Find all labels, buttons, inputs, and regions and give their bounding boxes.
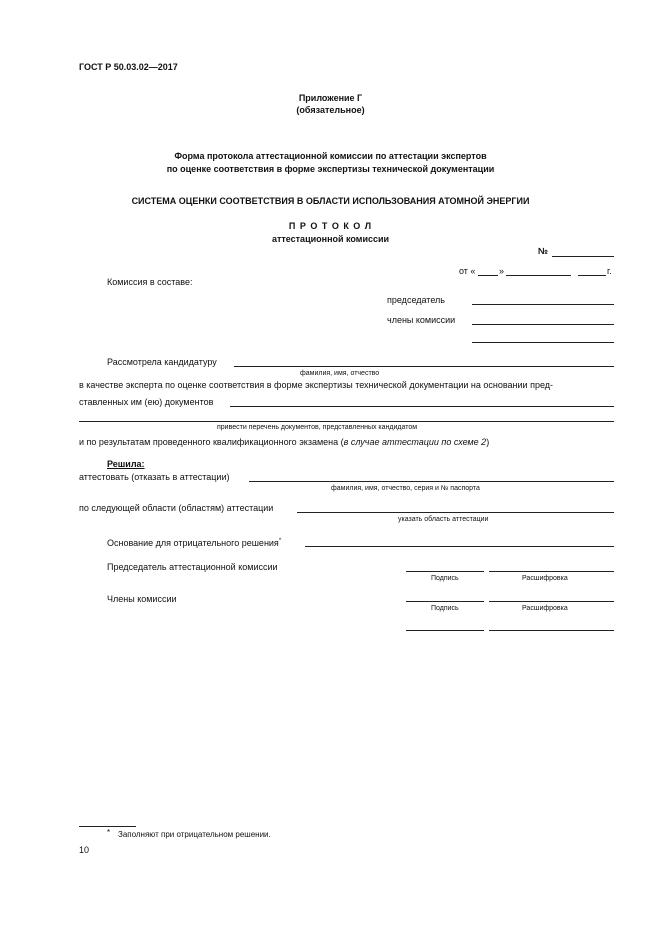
form-title-line1: Форма протокола аттестационной комиссии по аттестации экспертов xyxy=(174,151,487,161)
negative-mark: * xyxy=(278,538,282,544)
sign-members-sign-hint: Подпись xyxy=(431,605,459,612)
commission-chairman-line[interactable] xyxy=(472,304,614,305)
protocol-subtitle: аттестационной комиссии xyxy=(271,234,390,244)
candidate-docs-line-2[interactable] xyxy=(79,421,614,422)
candidate-name-hint: фамилия, имя, отчество xyxy=(300,370,380,377)
protocol-number-line[interactable] xyxy=(552,256,614,257)
footnote-text: Заполняют при отрицательном решении. xyxy=(118,830,271,839)
exam-prefix: и по результатам проведенного квалификационного экзамена ( xyxy=(79,437,344,447)
date-day-line[interactable] xyxy=(478,275,498,276)
sign-chairman-decode-hint: Расшифровка xyxy=(522,575,568,582)
sign-members-decode-line-2[interactable] xyxy=(489,630,614,631)
system-title: СИСТЕМА ОЦЕНКИ СООТВЕТСТВИЯ В ОБЛАСТИ ИСПОЛЬЗОВАНИЯ АТОМНОЙ ЭНЕРГИИ xyxy=(131,196,530,206)
protocol-number-label: № xyxy=(538,246,549,256)
appendix-status: (обязательное) xyxy=(296,105,365,115)
commission-members-label: члены комиссии xyxy=(387,315,456,325)
decision-areas-label: по следующей области (областям) аттестации xyxy=(79,503,274,513)
decision-attest-line[interactable] xyxy=(249,481,614,482)
commission-member-line-1[interactable] xyxy=(472,324,614,325)
decision-negative-label xyxy=(107,538,281,548)
candidate-exam-text xyxy=(79,437,489,447)
sign-chairman-signature-line[interactable] xyxy=(406,571,484,572)
decision-attest-label: аттестовать (отказать в аттестации) xyxy=(79,472,230,482)
date-mid: » xyxy=(499,266,505,276)
decision-negative-line[interactable] xyxy=(305,546,614,547)
sign-chairman-decode-line[interactable] xyxy=(489,571,614,572)
decision-areas-hint: указать область аттестации xyxy=(398,516,489,523)
decision-areas-line[interactable] xyxy=(297,512,614,513)
date-year-line[interactable] xyxy=(578,275,606,276)
commission-member-line-2[interactable] xyxy=(472,342,614,343)
date-prefix: от « xyxy=(459,266,476,276)
decision-attest-hint: фамилия, имя, отчество, серия и № паспорта xyxy=(331,485,480,492)
appendix-title: Приложение Г xyxy=(298,93,363,103)
sign-members-signature-line-1[interactable] xyxy=(406,601,484,602)
date-suffix: г. xyxy=(607,266,612,276)
decision-label: Решила: xyxy=(107,459,145,469)
candidate-name-line[interactable] xyxy=(234,366,614,367)
candidate-text-line2: ставленных им (ею) документов xyxy=(79,397,214,407)
candidate-text-line1: в качестве эксперта по оценке соответствия в форме экспертизы технической документации на основании пред- xyxy=(79,380,554,390)
sign-members-decode-line-1[interactable] xyxy=(489,601,614,602)
negative-text: Основание для отрицательного решения xyxy=(107,538,279,548)
commission-label: Комиссия в составе: xyxy=(107,277,193,287)
sign-members-signature-line-2[interactable] xyxy=(406,630,484,631)
standard-header: ГОСТ Р 50.03.02—2017 xyxy=(79,62,178,72)
form-title-line2: по оценке соответствия в форме экспертизы технической документации xyxy=(166,164,495,174)
footnote-separator xyxy=(79,826,136,827)
sign-chairman-sign-hint: Подпись xyxy=(431,575,459,582)
footnote-mark: * xyxy=(107,828,111,837)
protocol-title: П Р О Т О К О Л xyxy=(288,221,373,231)
sign-members-label: Члены комиссии xyxy=(107,594,177,604)
page-number: 10 xyxy=(79,845,90,855)
sign-chairman-label: Председатель аттестационной комиссии xyxy=(107,562,278,572)
sign-members-decode-hint: Расшифровка xyxy=(522,605,568,612)
date-month-line[interactable] xyxy=(506,275,571,276)
candidate-docs-hint: привести перечень документов, представленных кандидатом xyxy=(217,424,418,431)
candidate-label: Рассмотрела кандидатуру xyxy=(107,357,217,367)
exam-italic: в случае аттестации по схеме 2 xyxy=(343,437,487,447)
candidate-docs-line-1[interactable] xyxy=(230,406,614,407)
commission-chairman-label: председатель xyxy=(387,295,445,305)
exam-suffix: ) xyxy=(486,437,490,447)
